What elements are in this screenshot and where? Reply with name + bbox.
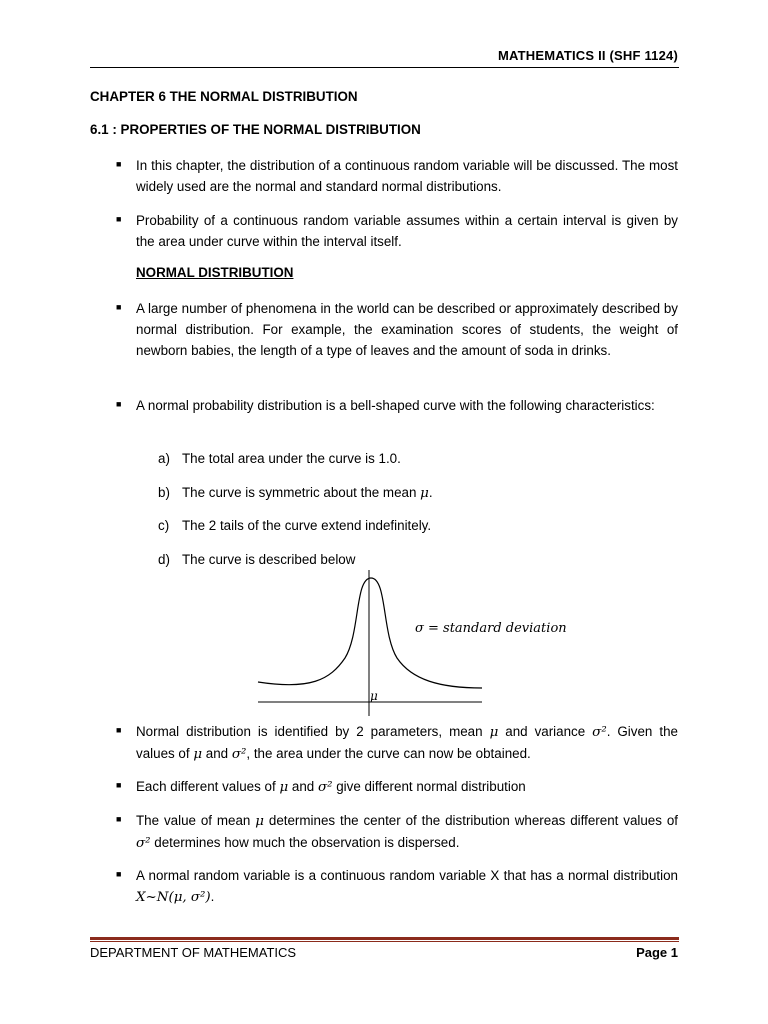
sigma-annotation: σ = standard deviation <box>415 621 567 636</box>
bullet-icon: ■ <box>116 780 122 790</box>
running-header: MATHEMATICS II (SHF 1124) <box>497 48 678 63</box>
footer-rule-thin <box>90 941 679 942</box>
subheading: NORMAL DISTRIBUTION <box>136 265 294 280</box>
paragraph: A large number of phenomena in the world can be described or approximately described by normal distribution. For example, the examination scores of students, the weight of newborn babies, the length of a type of leaves and the amount of soda in drinks. <box>136 301 678 358</box>
characteristic-item: a) The total area under the curve is 1.0. <box>158 451 401 466</box>
bullet-icon: ■ <box>116 814 122 824</box>
bell-curve-diagram <box>250 566 590 716</box>
list-item <box>116 210 678 252</box>
paragraph: Each different values of μ and σ² give different normal distribution <box>136 779 526 795</box>
bullet-icon: ■ <box>116 302 122 312</box>
paragraph: Normal distribution is identified by 2 parameters, mean μ and variance σ². Given the values of μ and σ², the area under the curve can now be obtained. <box>136 724 678 762</box>
list-item <box>116 776 678 798</box>
list-item <box>116 395 678 416</box>
paragraph: The value of mean μ determines the center of the distribution whereas different values of σ² determines how much the observation is dispersed. <box>136 813 678 851</box>
list-item <box>116 721 678 765</box>
paragraph: A normal probability distribution is a bell-shaped curve with the following characteristics: <box>136 398 655 413</box>
chapter-title: CHAPTER 6 THE NORMAL DISTRIBUTION <box>90 89 358 104</box>
paragraph: Probability of a continuous random variable assumes within a certain interval is given by the area under curve within the interval itself. <box>136 213 678 249</box>
characteristic-item: d) The curve is described below <box>158 552 356 567</box>
footer-department: DEPARTMENT OF MATHEMATICS <box>90 945 297 960</box>
bullet-icon: ■ <box>116 725 122 735</box>
bullet-icon: ■ <box>116 869 122 879</box>
paragraph: A normal random variable is a continuous random variable X that has a normal distribution X~N(μ, σ²). <box>136 868 678 905</box>
mean-label: μ <box>370 689 378 703</box>
list-item <box>116 865 678 908</box>
bullet-icon: ■ <box>116 399 122 409</box>
list-item <box>116 298 678 361</box>
paragraph: In this chapter, the distribution of a continuous random variable will be discussed. The most widely used are the normal and standard normal distributions. <box>136 158 678 194</box>
characteristic-item: c) The 2 tails of the curve extend indefinitely. <box>158 518 432 533</box>
footer-rule-thick <box>90 937 679 940</box>
bullet-icon: ■ <box>116 159 122 169</box>
header-rule <box>90 67 679 68</box>
section-title: 6.1 : PROPERTIES OF THE NORMAL DISTRIBUTION <box>90 122 421 137</box>
list-item <box>116 810 678 854</box>
list-item <box>116 155 678 197</box>
bullet-icon: ■ <box>116 214 122 224</box>
page-number: Page 1 <box>636 945 678 960</box>
characteristic-item: b) The curve is symmetric about the mean μ. <box>158 485 433 501</box>
